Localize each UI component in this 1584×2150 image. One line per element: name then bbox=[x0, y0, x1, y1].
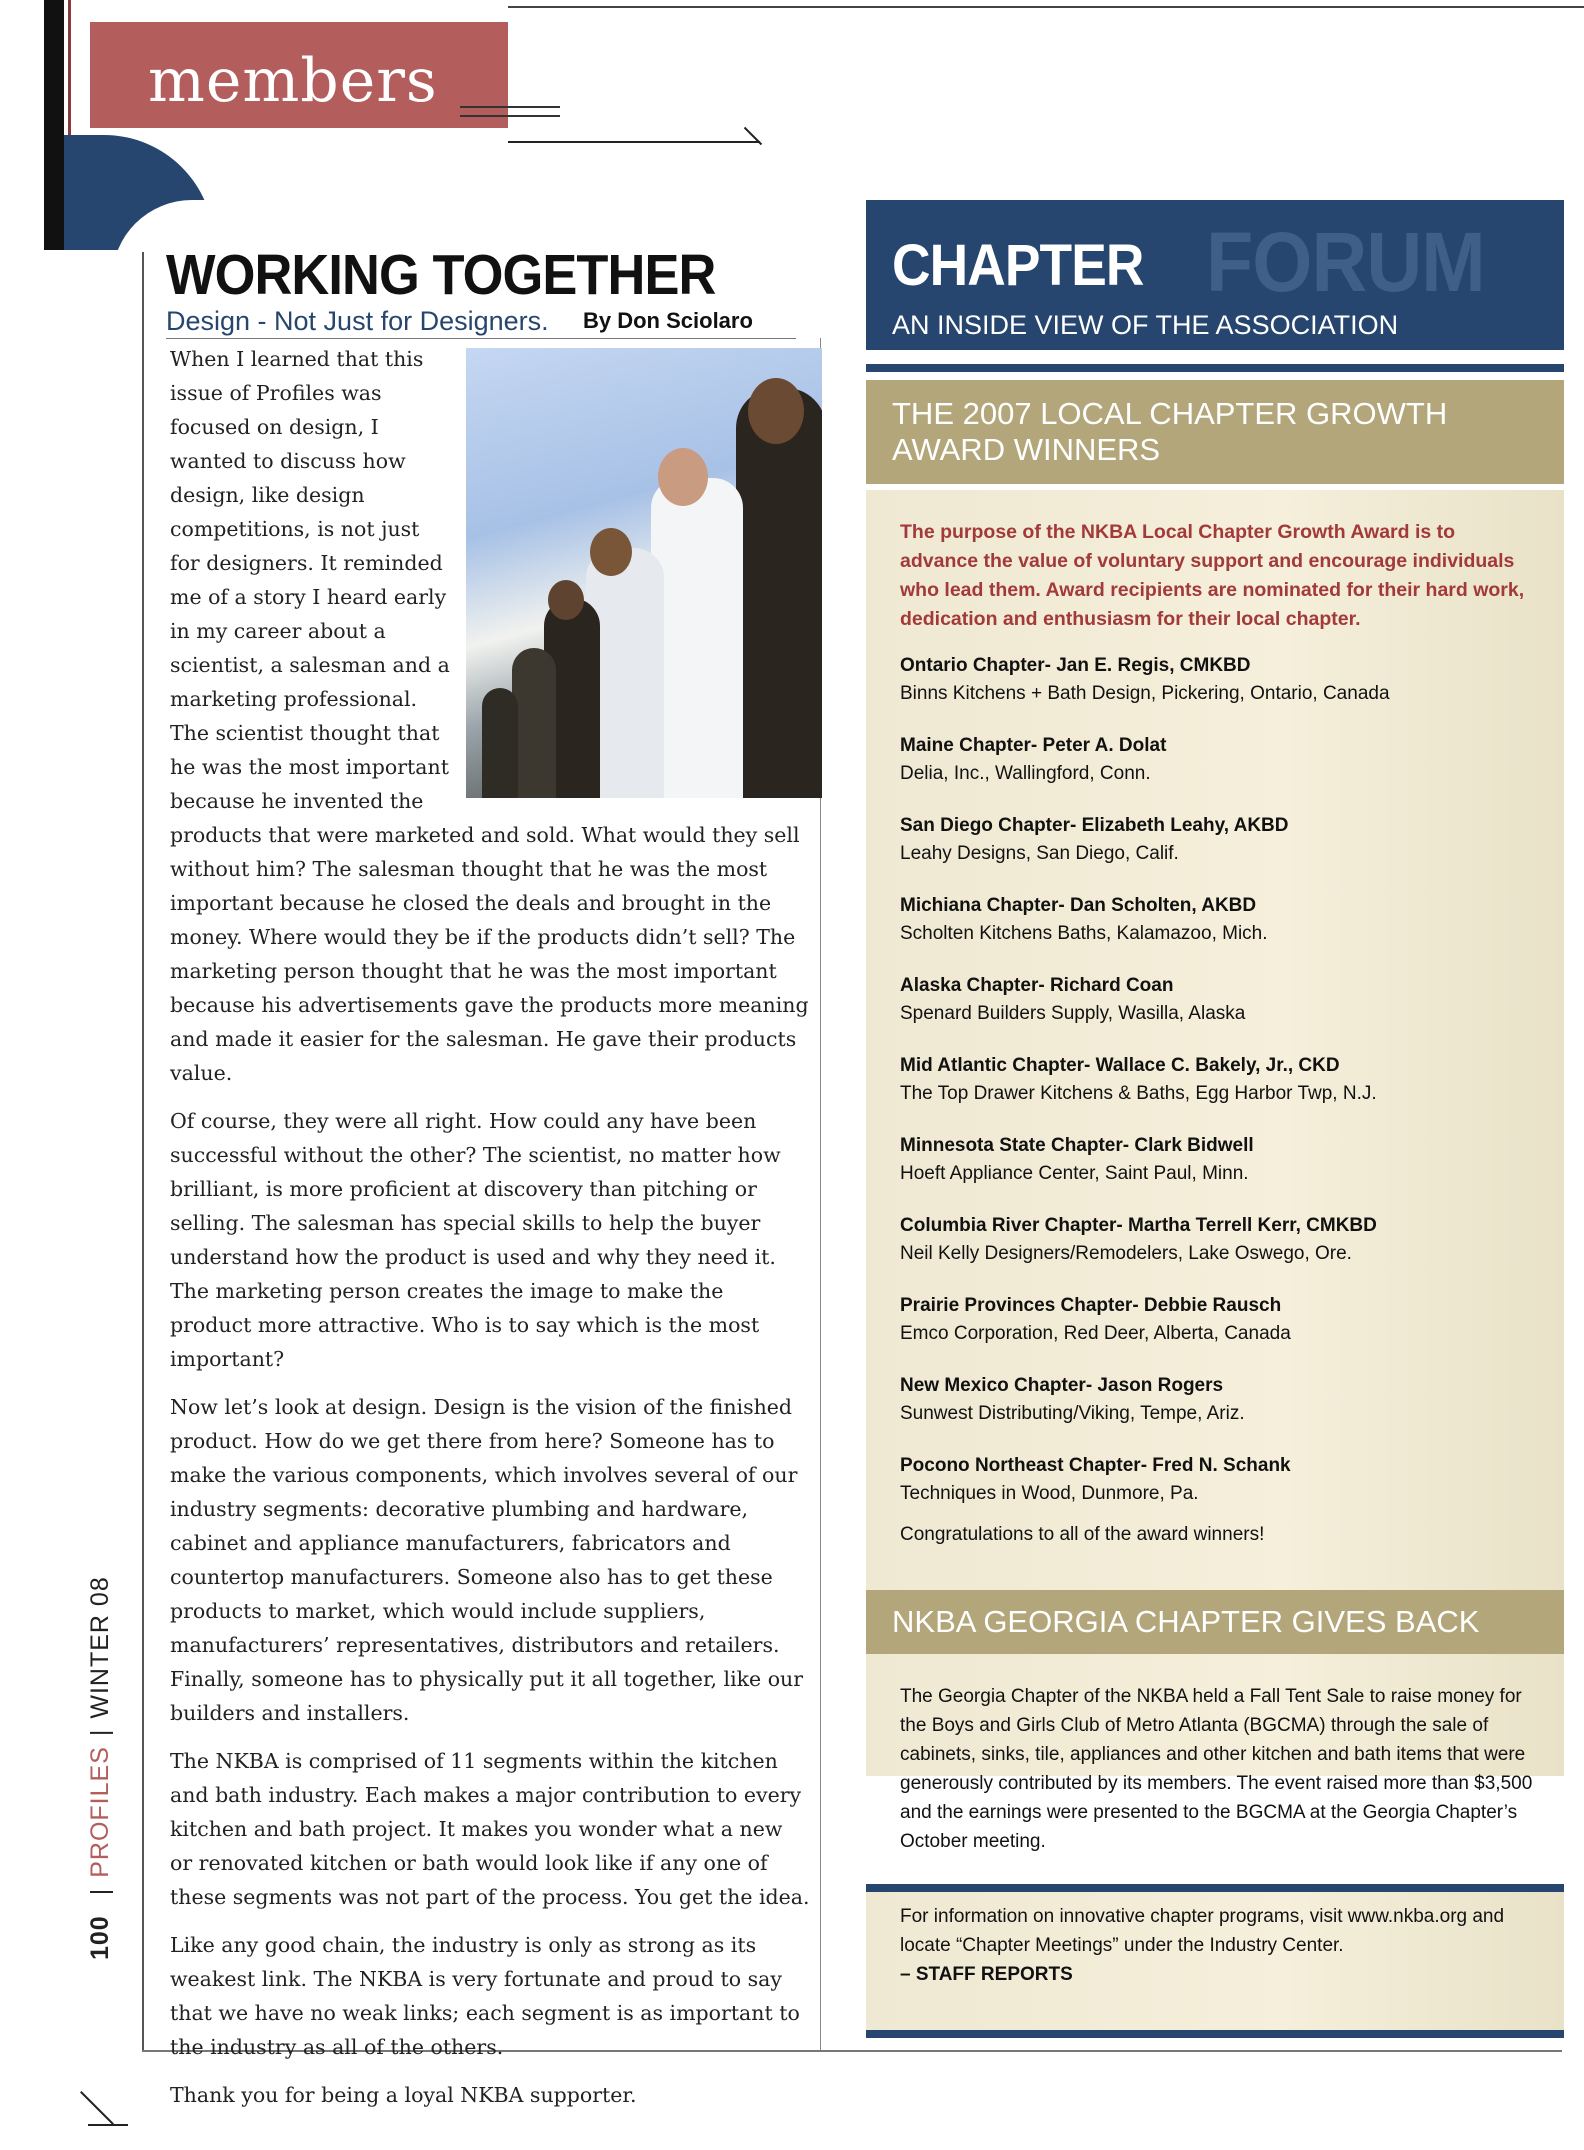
article-paragraph: The NKBA is comprised of 11 segments within the kitchen and bath industry. Each makes a major contribution to every kitchen and bath project. It makes you wonder what a new or renovated kitchen or bath would look like if any one of these segments was not part of the process. You get the idea. bbox=[170, 1749, 810, 1909]
article-paragraph: Thank you for being a loyal NKBA supporter. bbox=[170, 2083, 637, 2107]
congrats-text: Congratulations to all of the award winners! bbox=[900, 1524, 1265, 1545]
article-photo bbox=[466, 348, 822, 798]
chapter-forum-sidebar bbox=[866, 200, 1564, 2038]
winner-company: Spenard Builders Supply, Wasilla, Alaska bbox=[900, 1003, 1246, 1024]
winner-entry bbox=[900, 892, 1540, 948]
winner-company: Hoeft Appliance Center, Saint Paul, Minn. bbox=[900, 1163, 1249, 1184]
photo-figure bbox=[482, 688, 518, 798]
georgia-heading-bar bbox=[866, 1590, 1564, 1654]
article-paragraph: Like any good chain, the industry is only as strong as its weakest link. The NKBA is very fortunate and proud to say that we have no weak links; each segment is as important to the industry as all of the others. bbox=[170, 1933, 800, 2059]
article-paragraph: Of course, they were all right. How could any have been successful without the other? The scientist, no matter how brilliant, is more proficient at discovery than pitching or selling. The salesman has special skills to help the buyer understand how the product is used and why they need it. The marketing person creates the image to make the product more attractive. Who is to say which is the most important? bbox=[170, 1109, 781, 1371]
article-paragraph bbox=[170, 342, 810, 1090]
winner-name: New Mexico Chapter- Jason Rogers bbox=[900, 1375, 1224, 1396]
photo-figure bbox=[736, 388, 822, 798]
winner-company: Techniques in Wood, Dunmore, Pa. bbox=[900, 1483, 1199, 1504]
info-text: For information on innovative chapter programs, visit www.nkba.org and locate “Chapter Meetings” under the Industry Center. bbox=[900, 1906, 1505, 1956]
section-title: members bbox=[148, 46, 438, 116]
winner-company: Binns Kitchens + Bath Design, Pickering, Ontario, Canada bbox=[900, 683, 1390, 704]
photo-figure bbox=[748, 378, 804, 444]
winner-company: Delia, Inc., Wallingford, Conn. bbox=[900, 763, 1151, 784]
article-title: WORKING TOGETHER bbox=[166, 243, 716, 307]
winner-name: Mid Atlantic Chapter- Wallace C. Bakely, Jr., CKD bbox=[900, 1055, 1340, 1076]
forum-wordmark: FORUM bbox=[1206, 215, 1485, 309]
awards-heading-line-2: AWARD WINNERS bbox=[892, 432, 1161, 467]
subtitle-rule bbox=[166, 338, 796, 339]
winner-name: Columbia River Chapter- Martha Terrell Kerr, CMKBD bbox=[900, 1215, 1377, 1236]
photo-figure bbox=[512, 648, 556, 798]
article-paragraph: Now let’s look at design. Design is the vision of the finished product. How do we get there from here? Someone has to make the various components, which involves several of our industry segments: decorative plumbing and hardware, cabinet and appliance manufacturers, fabricators and countertop manufacturers. Someone also has to get these products to market, which would include suppliers, manufacturers’ representatives, distributors and retailers. Finally, someone has to physically put it all together, like our builders and installers. bbox=[170, 1395, 804, 1725]
winner-company: Neil Kelly Designers/Remodelers, Lake Oswego, Ore. bbox=[900, 1243, 1352, 1264]
winner-company: Sunwest Distributing/Viking, Tempe, Ariz. bbox=[900, 1403, 1245, 1424]
corner-tick-decoration bbox=[80, 2091, 114, 2125]
winner-company: Leahy Designs, San Diego, Calif. bbox=[900, 843, 1179, 864]
header-rule bbox=[508, 141, 760, 143]
issue-label: WINTER 08 bbox=[86, 1576, 114, 1719]
info-credit: – STAFF REPORTS bbox=[900, 1964, 1073, 1985]
footer-separator: | bbox=[86, 1887, 114, 1896]
winner-entry bbox=[900, 1292, 1540, 1348]
awards-heading-bar bbox=[866, 380, 1564, 484]
article-body bbox=[170, 342, 810, 2126]
winner-entry bbox=[900, 1132, 1540, 1188]
top-rule bbox=[508, 6, 1584, 8]
winner-name: Maine Chapter- Peter A. Dolat bbox=[900, 735, 1167, 756]
sidebar-stripe bbox=[866, 2030, 1564, 2038]
article-text: When I learned that this issue of Profiles was focused on design, I wanted to discuss how design, like design competitions, is not just for designers. It reminded me of a story I heard early in my career about a scientist, a salesman and a marketing professional. The scientist thought that he was the most important because he invented the products that were marketed and sold. What would they sell without him? The salesman thought that he was the most important because he closed the deals and brought in the money. Where would they be if the products didn’t sell? The marketing person thought that he was the most important because his advertisements gave the products more meaning and made it easier for the salesman. He gave their products value. bbox=[170, 347, 809, 1085]
winner-name: Minnesota State Chapter- Clark Bidwell bbox=[900, 1135, 1254, 1156]
header-rule bbox=[460, 115, 560, 117]
awards-heading-line-1: THE 2007 LOCAL CHAPTER GROWTH bbox=[892, 396, 1448, 431]
header-rule bbox=[460, 106, 560, 108]
winner-name: Prairie Provinces Chapter- Debbie Rausch bbox=[900, 1295, 1282, 1316]
article-subtitle: Design - Not Just for Designers. bbox=[166, 306, 549, 336]
winner-name: San Diego Chapter- Elizabeth Leahy, AKBD bbox=[900, 815, 1289, 836]
winner-name: Pocono Northeast Chapter- Fred N. Schank bbox=[900, 1455, 1291, 1476]
winner-entry bbox=[900, 972, 1540, 1028]
left-bar-decoration bbox=[44, 0, 64, 250]
page-number: 100 bbox=[86, 1915, 114, 1960]
corner-base-decoration bbox=[88, 2124, 128, 2126]
sidebar-tagline: AN INSIDE VIEW OF THE ASSOCIATION bbox=[892, 310, 1399, 340]
chapter-wordmark: CHAPTER bbox=[892, 233, 1144, 298]
winner-name: Michiana Chapter- Dan Scholten, AKBD bbox=[900, 895, 1257, 916]
winner-entry bbox=[900, 1052, 1540, 1108]
photo-figure bbox=[658, 448, 708, 506]
winner-company: Scholten Kitchens Baths, Kalamazoo, Mich. bbox=[900, 923, 1268, 944]
page-footer bbox=[86, 1576, 115, 1960]
footer-separator: | bbox=[86, 1728, 114, 1737]
winner-entry bbox=[900, 652, 1540, 708]
photo-figure bbox=[548, 580, 584, 620]
awards-purpose: The purpose of the NKBA Local Chapter Growth Award is to advance the value of voluntary support and encourage individuals who lead them. Award recipients are nominated for their hard work, dedication and enthusiasm for their local chapter. bbox=[900, 521, 1525, 630]
winner-entry bbox=[900, 1452, 1540, 1508]
georgia-text: The Georgia Chapter of the NKBA held a Fall Tent Sale to raise money for the Boys and Girls Club of Metro Atlanta (BGCMA) through the sale of cabinets, sinks, tile, appliances and other kitchen and bath items that were generously contributed by its members. The event raised more than $3,500 and the earnings were presented to the BGCMA at the Georgia Chapter’s October meeting. bbox=[900, 1686, 1533, 1852]
sidebar-stripe bbox=[866, 364, 1564, 372]
sidebar-header bbox=[866, 200, 1564, 350]
winner-name: Alaska Chapter- Richard Coan bbox=[900, 975, 1174, 996]
photo-figure bbox=[651, 478, 743, 798]
georgia-heading: NKBA GEORGIA CHAPTER GIVES BACK bbox=[892, 1604, 1480, 1639]
winner-company: The Top Drawer Kitchens & Baths, Egg Harbor Twp, N.J. bbox=[900, 1083, 1377, 1104]
photo-figure bbox=[590, 528, 632, 576]
winner-entry bbox=[900, 812, 1540, 868]
winner-entry bbox=[900, 732, 1540, 788]
page-margin-rule bbox=[142, 252, 144, 2052]
article-byline: By Don Sciolaro bbox=[583, 308, 753, 333]
winner-company: Emco Corporation, Red Deer, Alberta, Canada bbox=[900, 1323, 1291, 1344]
winner-entry bbox=[900, 1212, 1540, 1268]
info-block bbox=[900, 1902, 1540, 1989]
winner-entry bbox=[900, 1372, 1540, 1428]
publication-name: PROFILES bbox=[86, 1746, 114, 1878]
sidebar-stripe bbox=[866, 1884, 1564, 1892]
winner-name: Ontario Chapter- Jan E. Regis, CMKBD bbox=[900, 655, 1251, 676]
